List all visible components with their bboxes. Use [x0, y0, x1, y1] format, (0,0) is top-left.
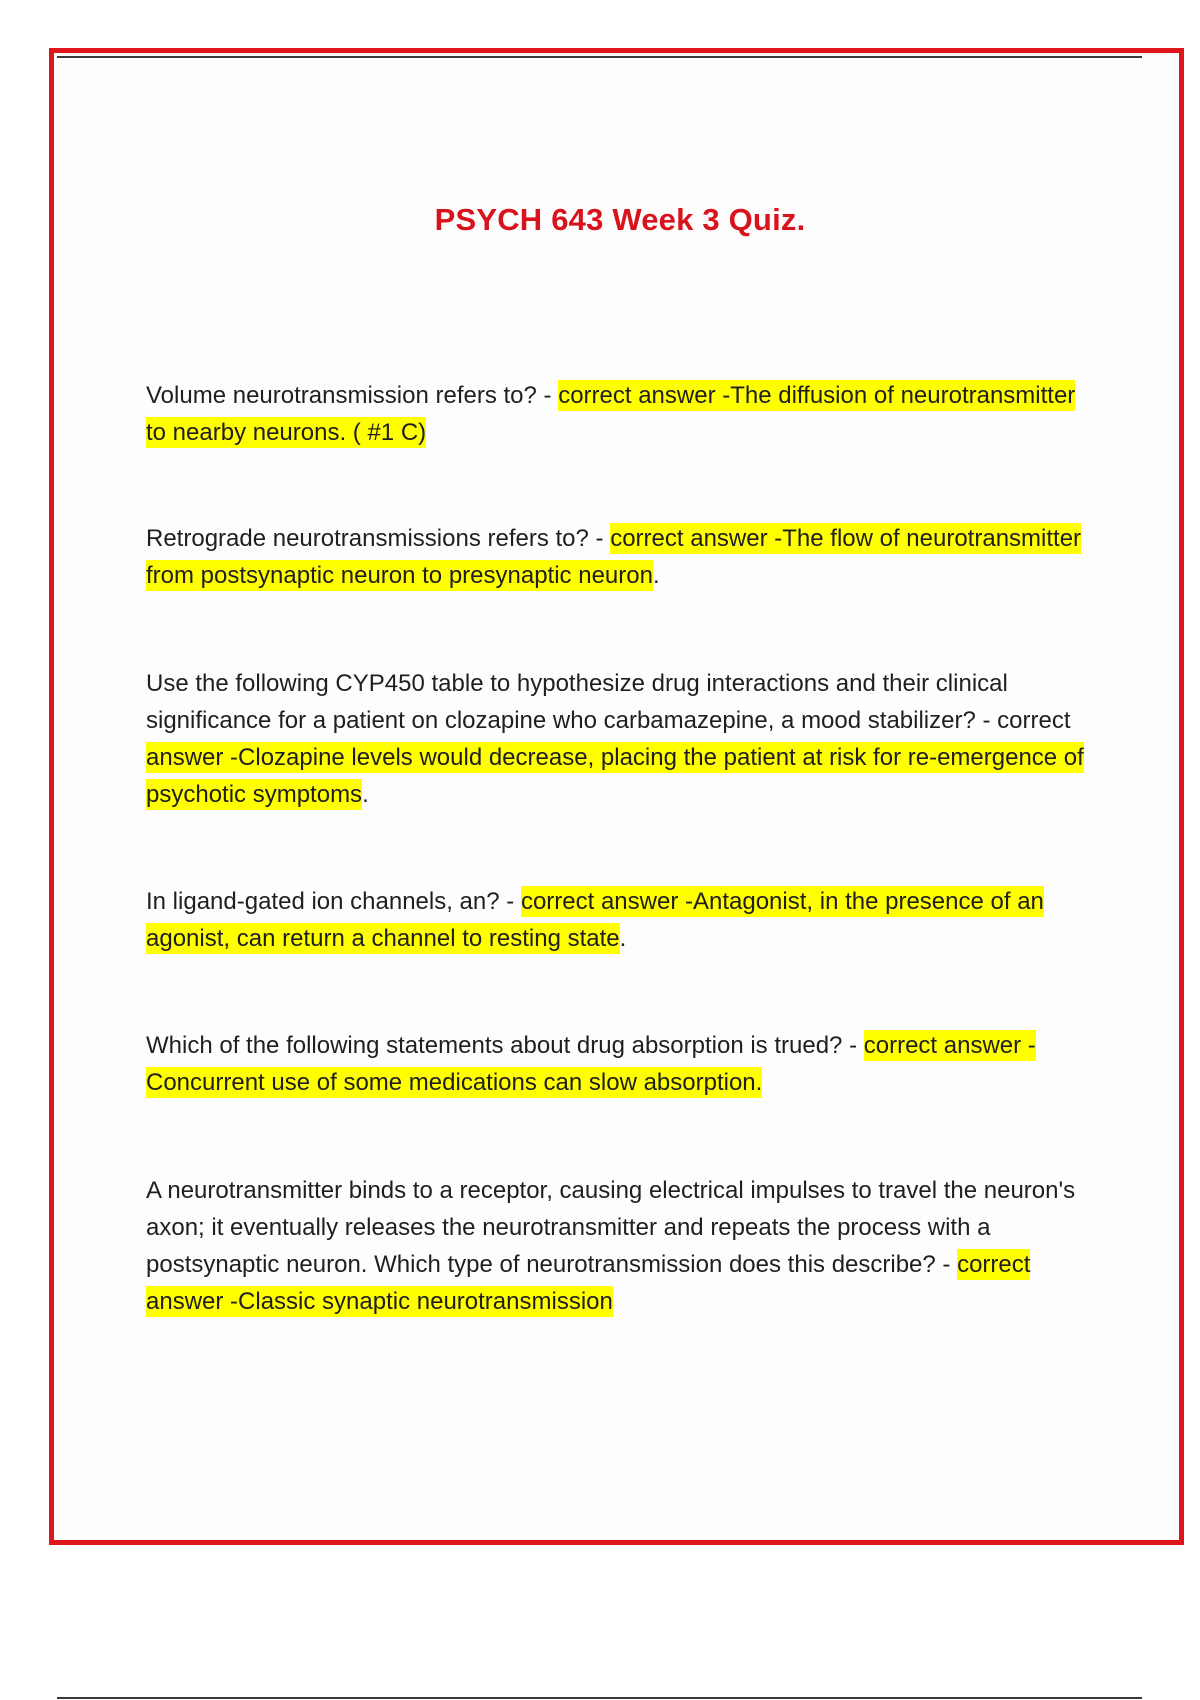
bottom-rule [57, 1697, 1142, 1699]
question-text: In ligand-gated ion channels, an? - [146, 888, 521, 915]
answer-trailing: . [362, 781, 369, 808]
quiz-item-3 [146, 665, 1096, 813]
top-rule [57, 56, 1142, 58]
answer-trailing: . [619, 925, 627, 952]
question-text: Which of the following statements about drug absorption is trued? - [146, 1032, 864, 1059]
highlighted-answer: correct answer -The flow of neurotransmitter from postsynaptic neuron to presynaptic neuron [146, 525, 1082, 589]
question-text: Retrograde neurotransmissions refers to? - [146, 525, 611, 552]
question-text: Volume neurotransmission refers to? - [146, 382, 559, 409]
quiz-item-2 [146, 520, 1096, 594]
highlighted-answer: correct answer -Classic synaptic neurotransmission [146, 1251, 1031, 1315]
highlighted-answer: answer -Clozapine levels would decrease, placing the patient at risk for re-emergence of psychotic symptoms [146, 744, 1084, 808]
highlighted-answer: correct answer -Concurrent use of some medications can slow absorption. [146, 1032, 1036, 1096]
highlighted-answer: correct answer -Antagonist, in the presence of an agonist, can return a channel to resting state [146, 888, 1044, 952]
highlighted-answer: correct answer -The diffusion of neurotransmitter to nearby neurons. ( #1 C) [146, 382, 1076, 446]
quiz-item-4 [146, 883, 1096, 957]
answer-trailing: . [652, 562, 660, 589]
question-text: Use the following CYP450 table to hypothesize drug interactions and their clinical significance for a patient on clozapine who carbamazepine, a mood stabilizer? - correct [146, 670, 1071, 734]
quiz-item-1 [146, 377, 1096, 451]
question-text: A neurotransmitter binds to a receptor, causing electrical impulses to travel the neuron's axon; it eventually releases the neurotransmitter and repeats the process with a postsynaptic neuron. Which type of neurotransmission does this describe? - [146, 1177, 1076, 1278]
quiz-item-5 [146, 1027, 1096, 1101]
document-title: PSYCH 643 Week 3 Quiz. [434, 202, 806, 237]
quiz-item-6 [146, 1172, 1096, 1320]
